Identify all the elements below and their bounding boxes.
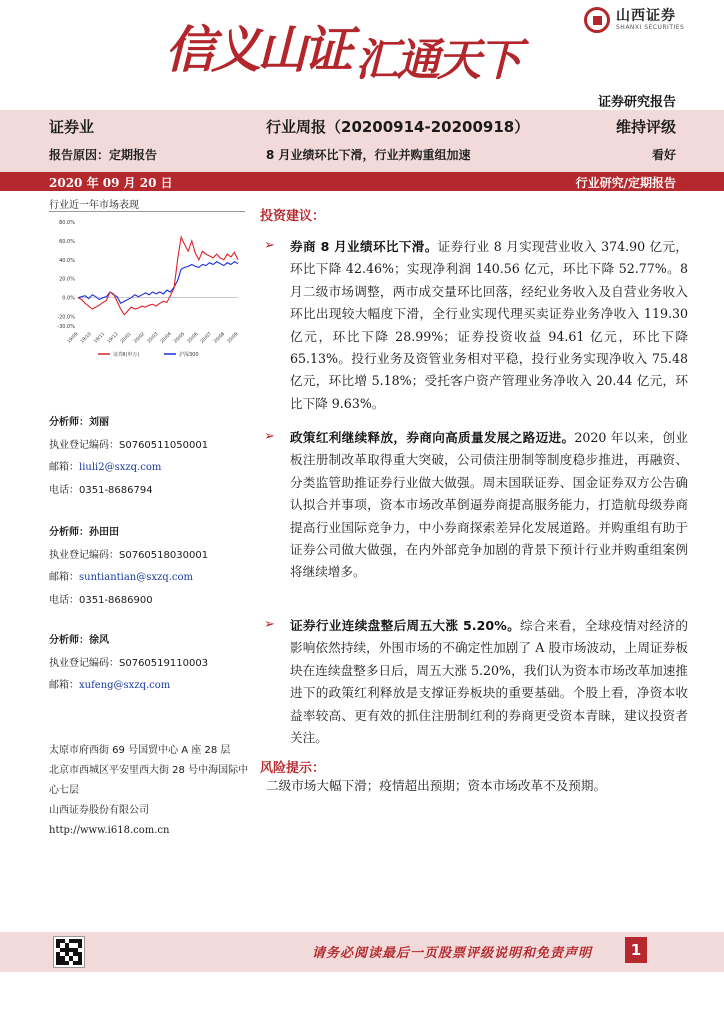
qr-code-icon — [53, 936, 85, 968]
outlook-label: 看好 — [651, 148, 676, 162]
company-name: 山西证券股份有限公司 — [49, 805, 149, 816]
report-title: 行业周报（20200914-20200918） — [266, 118, 530, 136]
y-tick-label: 0.0% — [62, 295, 75, 302]
advice-item-text: 2020 年以来，创业板注册制改革取得重大突破，公司债注册制等制度稳步推进，再融资、分类监管助推证券行业做大做强。周末国联证券、国金证券双方公告确认拟合并事项，资本市场改革倒逼券商提高服务能力，打造航母级券商提高行业国际竞争力，中小券商探索差异化发展道路。并购重组有助于证券公司做大做强，在内外部竞争加剧的背景下预计行业并购重组案例将继续增多。 — [290, 430, 689, 580]
arrow-bullet-icon: ➢ — [264, 429, 275, 444]
analyst-email-link[interactable]: liuli2@sxzq.com — [79, 462, 162, 473]
report-type: 行业研究/定期报告 — [575, 176, 676, 190]
investment-advice-heading: 投资建议： — [260, 209, 326, 224]
x-tick-label: 20/09 — [226, 331, 240, 345]
x-tick-label: 20/03 — [146, 331, 160, 345]
risk-heading: 风险提示： — [260, 761, 326, 776]
legend-label: 证券Ⅱ(申万) — [113, 352, 140, 358]
logo-mark-icon — [584, 7, 610, 33]
advice-item-heading: 政策红利继续释放，券商向高质量发展之路迈进。 — [290, 430, 575, 445]
company-logo — [584, 7, 714, 33]
slogan-part1: 信义山证 — [165, 20, 349, 79]
x-tick-label: 20/04 — [160, 331, 173, 345]
analyst-email-link[interactable]: xufeng@sxzq.com — [79, 680, 171, 691]
advice-item-heading: 证券行业连续盘整后周五大涨 5.20%。 — [290, 618, 521, 633]
analyst-email-row — [49, 457, 208, 480]
risk-text: 二级市场大幅下滑；疫情超出预期；资本市场改革不及预期。 — [266, 778, 607, 793]
address-line-1: 太原市府西街 69 号国贸中心 A 座 28 层 — [49, 745, 231, 756]
slogan-part2: 汇通天下 — [355, 35, 519, 86]
analyst-name: 分析师：孙田田 — [49, 527, 119, 538]
advice-item-heading: 券商 8 月业绩环比下滑。 — [290, 239, 438, 254]
analyst-license: 执业登记编码：S0760511050001 — [49, 439, 209, 451]
analyst-license: 执业登记编码：S0760518030001 — [49, 549, 209, 561]
report-subtitle: 8 月业绩环比下滑，行业并购重组加速 — [266, 148, 471, 162]
y-tick-label: 80.0% — [59, 220, 75, 226]
arrow-bullet-icon: ➢ — [264, 617, 275, 632]
x-tick-label: 20/02 — [133, 331, 147, 345]
series-line-sector — [78, 237, 238, 315]
advice-item-2 — [290, 427, 688, 584]
industry-label: 证券业 — [49, 118, 95, 136]
x-tick-label: 19/11 — [93, 331, 107, 345]
analyst-block-1 — [49, 412, 208, 502]
brand-slogan — [165, 10, 519, 86]
x-tick-label: 19/10 — [80, 331, 93, 345]
x-tick-label: 20/08 — [213, 331, 227, 345]
y-tick-label: -30.0% — [57, 324, 75, 330]
email-label: 邮箱： — [49, 572, 79, 583]
logo-text: 山西证券 — [616, 8, 676, 24]
company-address-block — [49, 741, 249, 841]
x-tick-label: 20/07 — [200, 331, 213, 345]
analyst-email-row — [49, 675, 208, 698]
y-tick-label: -20.0% — [57, 314, 75, 321]
x-tick-label: 19/12 — [106, 331, 120, 345]
disclaimer-text: 请务必阅读最后一页股票评级说明和免责声明 — [312, 946, 593, 961]
series-line-index — [78, 262, 238, 304]
y-tick-label: 60.0% — [59, 238, 75, 245]
advice-item-1 — [290, 236, 688, 415]
logo-en-text: SHANXI SECURITIES — [616, 24, 685, 31]
analyst-name: 分析师：徐风 — [49, 635, 109, 646]
x-tick-label: 20/01 — [120, 331, 133, 345]
x-tick-label: 20/05 — [173, 331, 187, 345]
analyst-block-3 — [49, 630, 208, 698]
market-performance-chart — [46, 214, 246, 364]
research-report-label: 证券研究报告 — [597, 95, 676, 110]
analyst-name: 分析师：刘丽 — [49, 417, 109, 428]
email-label: 邮箱： — [49, 462, 79, 473]
advice-item-text: 证券行业 8 月实现营业收入 374.90 亿元，环比下降 42.46%；实现净利润 140.56 亿元，环比下降 52.77%。8 月二级市场调整，两市成交量环比回落，经纪业务收入及自营业务收入环比出现较大幅度下滑，全行业实现代理买卖证券业务净收入 119.30 亿元，环比下降 28.99%；证券投资收益 94.61 亿元，环比下降 65.13%。投行业务及资管业务相对平稳，投行业务实现净收入 75.48 亿元，环比增 5.18%；受托客户资产管理业务净收入 20.44 亿元，环比下降 9.63%。 — [290, 239, 688, 411]
legend-label: 沪深300 — [179, 352, 199, 358]
advice-item-text: 综合来看，全球疫情对经济的影响依然持续，外围市场的不确定性加剧了 A 股市场波动，上周证券板块在连续盘整多日后，周五大涨 5.20%，我们认为资本市场改革加速推进下的政策红利释放是支撑证券板块的重要基础。个股上看，净资本收益率较高、更有效的抓住注册制红利的券商更受资本青睐，建议投资者关注。 — [290, 618, 689, 746]
y-tick-label: 40.0% — [59, 257, 75, 264]
y-tick-label: 20.0% — [59, 276, 75, 283]
analyst-block-2 — [49, 522, 208, 612]
analyst-email-row — [49, 567, 208, 590]
arrow-bullet-icon: ➢ — [264, 238, 275, 253]
analyst-phone: 电话：0351-8686794 — [49, 484, 153, 496]
analyst-license: 执业登记编码：S0760519110003 — [49, 657, 209, 669]
page-number: 1 — [625, 937, 647, 963]
analyst-phone: 电话：0351-8686900 — [49, 594, 153, 606]
chart-caption: 行业近一年市场表现 — [49, 200, 139, 211]
analyst-email-link[interactable]: suntiantian@sxzq.com — [79, 572, 193, 583]
rating-label: 维持评级 — [615, 118, 676, 136]
x-tick-label: 19/09 — [66, 331, 80, 345]
report-reason: 报告原因：定期报告 — [49, 148, 158, 162]
report-date: 2020 年 09 月 20 日 — [49, 176, 173, 190]
address-line-2: 北京市西城区平安里西大街 28 号中海国际中心七层 — [49, 765, 249, 796]
x-tick-label: 20/06 — [186, 331, 200, 345]
company-url-link[interactable]: http://www.i618.com.cn — [49, 825, 170, 836]
email-label: 邮箱： — [49, 680, 79, 691]
advice-item-3 — [290, 615, 688, 749]
chart-caption-divider — [49, 211, 245, 212]
date-bar — [0, 172, 724, 191]
